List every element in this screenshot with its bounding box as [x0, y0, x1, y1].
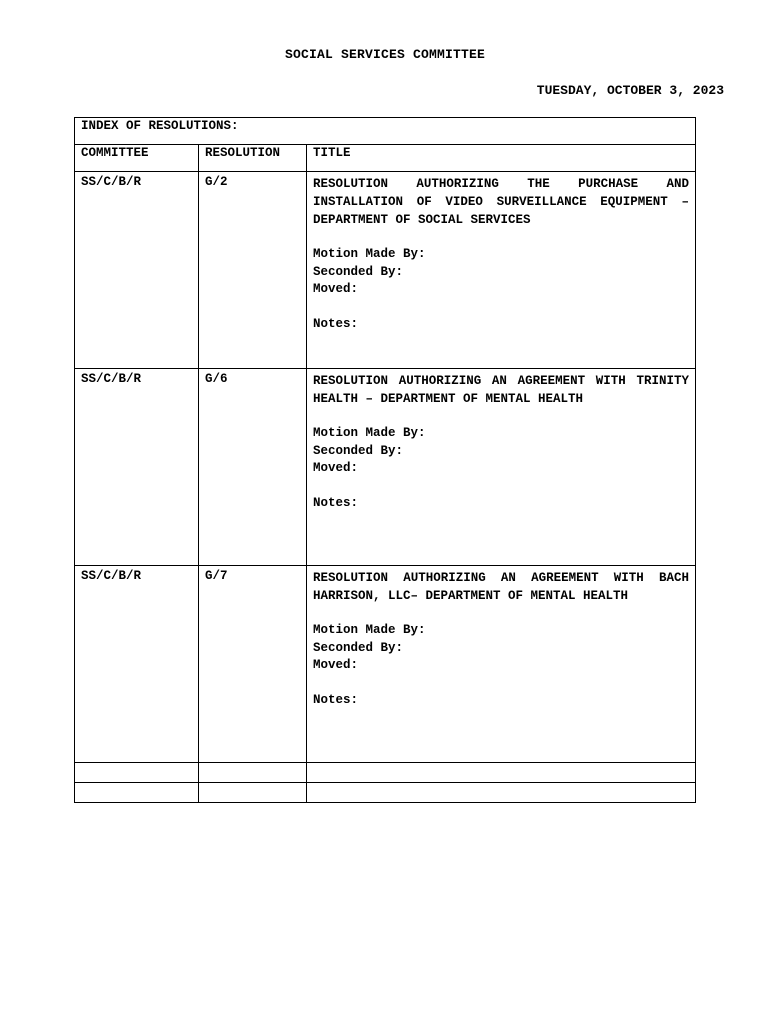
seconded-by-label: Seconded By: [313, 640, 404, 655]
motion-block [313, 425, 689, 478]
title-cell [307, 566, 696, 763]
empty-cell [199, 783, 307, 803]
empty-cell [307, 763, 696, 783]
meeting-date: TUESDAY, OCTOBER 3, 2023 [536, 83, 724, 98]
table-row [75, 369, 696, 566]
moved-label: Moved: [313, 282, 359, 296]
resolution-title: RESOLUTION AUTHORIZING AN AGREEMENT WITH BACH HARRISON, LLC– DEPARTMENT OF MENTAL HEALTH [313, 571, 689, 603]
notes-label: Notes: [313, 316, 359, 331]
title-cell [307, 172, 696, 369]
header-title: TITLE [307, 145, 696, 172]
empty-table-row [75, 783, 696, 803]
seconded-by-label: Seconded By: [313, 264, 404, 279]
empty-table-row [75, 763, 696, 783]
empty-cell [307, 783, 696, 803]
resolution-cell: G/2 [199, 172, 307, 369]
motion-block [313, 622, 689, 675]
committee-cell: SS/C/B/R [75, 172, 199, 369]
notes-label: Notes: [313, 692, 359, 707]
resolutions-index-table [74, 117, 696, 803]
table-header-row [75, 145, 696, 172]
header-resolution: RESOLUTION [199, 145, 307, 172]
moved-label: Moved: [313, 461, 359, 475]
header-committee: COMMITTEE [75, 145, 199, 172]
empty-cell [75, 763, 199, 783]
moved-label: Moved: [313, 658, 359, 672]
motion-made-by-label: Motion Made By: [313, 426, 426, 440]
motion-made-by-label: Motion Made By: [313, 623, 426, 637]
table-caption: INDEX OF RESOLUTIONS: [75, 118, 696, 145]
table-caption-row [75, 118, 696, 145]
committee-cell: SS/C/B/R [75, 369, 199, 566]
seconded-by-label: Seconded By: [313, 443, 404, 458]
resolution-cell: G/7 [199, 566, 307, 763]
page-title: SOCIAL SERVICES COMMITTEE [284, 47, 486, 62]
motion-made-by-label: Motion Made By: [313, 247, 426, 261]
title-cell [307, 369, 696, 566]
notes-label: Notes: [313, 495, 359, 510]
resolution-title: RESOLUTION AUTHORIZING AN AGREEMENT WITH TRINITY HEALTH – DEPARTMENT OF MENTAL HEALTH [313, 374, 689, 406]
table-row [75, 172, 696, 369]
empty-cell [199, 763, 307, 783]
resolution-cell: G/6 [199, 369, 307, 566]
resolution-title: RESOLUTION AUTHORIZING THE PURCHASE AND INSTALLATION OF VIDEO SURVEILLANCE EQUIPMENT – DEPARTMENT OF SOCIAL SERVICES [313, 177, 689, 227]
table-row [75, 566, 696, 763]
empty-cell [75, 783, 199, 803]
motion-block [313, 246, 689, 299]
committee-cell: SS/C/B/R [75, 566, 199, 763]
